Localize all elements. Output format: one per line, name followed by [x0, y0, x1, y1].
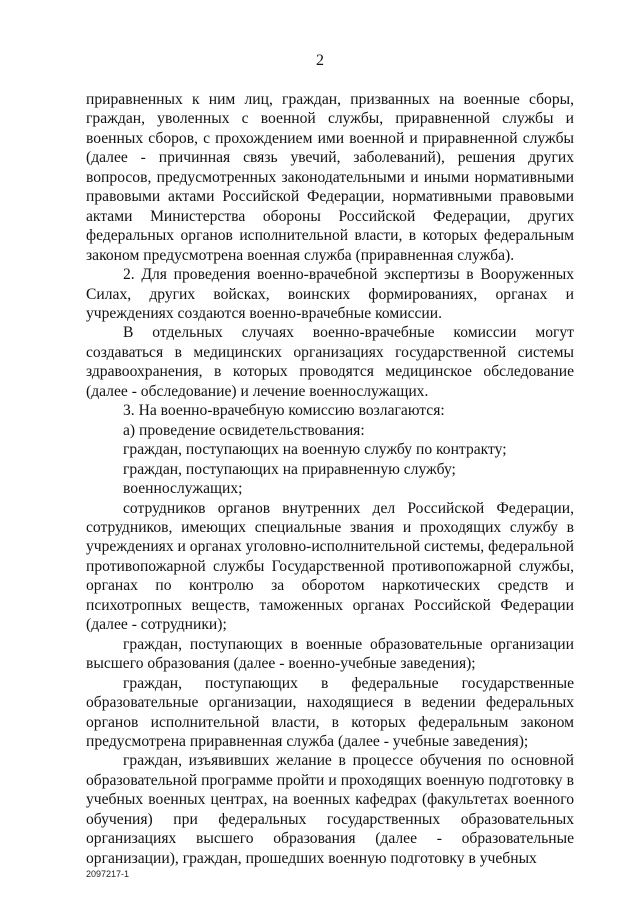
paragraph-continuation: приравненных к ним лиц, граждан, призванных на военные сборы, граждан, уволенных с военной службы, приравненной службы и военных сборов, с прохождением ими военной и приравненной службы (далее - причинная связь увечий, заболеваний), решения других вопросов, предусмотренных законодательными и иными нормативными правовыми актами Российской Федерации, нормативными правовыми актами Министерства обороны Российской Федерации, других федеральных органов исполнительной власти, в которых федеральным законом предусмотрена военная служба (приравненная служба).: [86, 91, 574, 264]
document-code: 2097217-1: [86, 869, 130, 879]
paragraph-subitem-a: а) проведение освидетельствования:: [123, 421, 365, 439]
list-item-military-training: граждан, изъявивших желание в процессе обучения по основной образовательной программе пройти и проходящих военную подготовку в учебных военных центрах, на военных кафедрах (факультетах военного обучения) при федеральных государственных образовательных организациях высшего образования (далее - образовательные организации), граждан, прошедших военную подготовку в учебных: [86, 752, 574, 867]
paragraph-special-cases: В отдельных случаях военно-врачебные комиссии могут создаваться в медицинских организациях государственной системы здравоохранения, в которых проводятся медицинское обследование (далее - обследование) и лечение военнослужащих.: [86, 324, 574, 400]
list-item-employees: сотрудников органов внутренних дел Российской Федерации, сотрудников, имеющих специальные звания и проходящих службу в учреждениях и органах уголовно-исполнительной системы, федеральной противопожарной службы Государственной противопожарной службы, органах по контролю за оборотом наркотических средств и психотропных веществ, таможенных органах Российской Федерации (далее - сотрудники);: [86, 499, 574, 634]
list-item-military-schools: граждан, поступающих в военные образовательные организации высшего образования (далее - военно-учебные заведения);: [86, 635, 574, 673]
list-item-educational-institutions: граждан, поступающих в федеральные государственные образовательные организации, находящиеся в ведении федеральных органов исполнительной власти, в которых федеральным законом предусмотрена приравненная служба (далее - учебные заведения);: [86, 674, 574, 750]
document-body: [86, 90, 574, 868]
paragraph-item-2: 2. Для проведения военно-врачебной экспертизы в Вооруженных Силах, других войсках, воинских формированиях, органах и учреждениях создаются военно-врачебные комиссии.: [86, 266, 574, 322]
page-number: 2: [316, 52, 324, 69]
list-item-servicemen: военнослужащих;: [123, 480, 243, 498]
list-item-contract: граждан, поступающих на военную службу по контракту;: [123, 441, 507, 459]
paragraph-item-3: 3. На военно-врачебную комиссию возлагаются:: [123, 402, 445, 420]
list-item-equivalent-service: граждан, поступающих на приравненную службу;: [123, 460, 456, 478]
